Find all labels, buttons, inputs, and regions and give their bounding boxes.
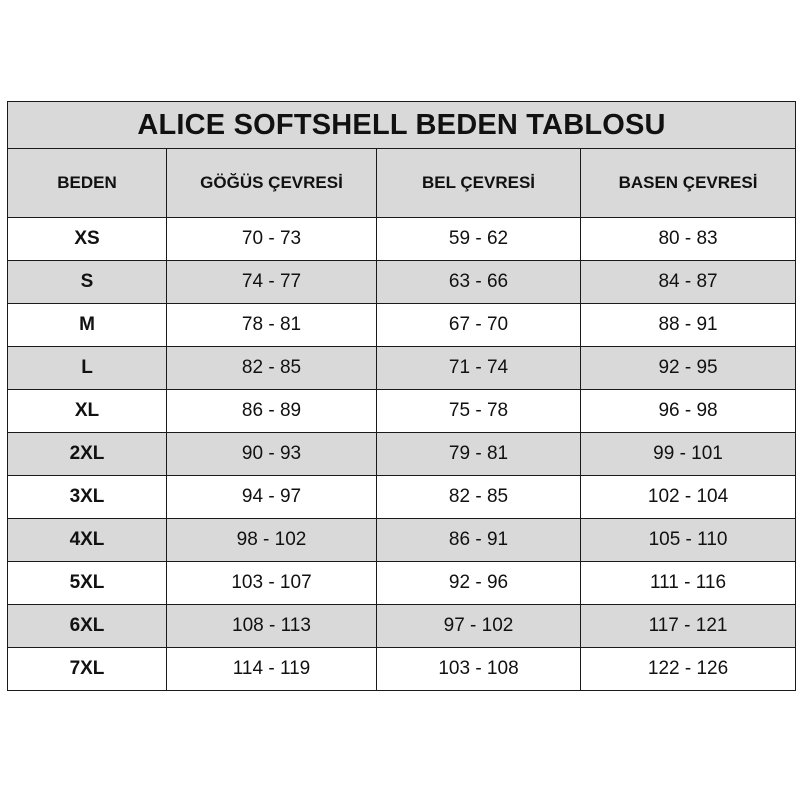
hip-cell: 105 - 110 bbox=[581, 519, 796, 562]
waist-cell: 82 - 85 bbox=[377, 476, 581, 519]
table-row bbox=[8, 562, 796, 605]
waist-cell: 97 - 102 bbox=[377, 605, 581, 648]
size-cell: 3XL bbox=[8, 476, 167, 519]
waist-cell: 92 - 96 bbox=[377, 562, 581, 605]
chart-title: ALICE SOFTSHELL BEDEN TABLOSU bbox=[8, 102, 796, 149]
waist-cell: 59 - 62 bbox=[377, 218, 581, 261]
size-chart-table bbox=[7, 101, 796, 691]
hip-cell: 122 - 126 bbox=[581, 648, 796, 691]
hip-cell: 80 - 83 bbox=[581, 218, 796, 261]
chest-cell: 108 - 113 bbox=[167, 605, 377, 648]
table-row bbox=[8, 390, 796, 433]
size-cell: M bbox=[8, 304, 167, 347]
chest-cell: 114 - 119 bbox=[167, 648, 377, 691]
waist-cell: 63 - 66 bbox=[377, 261, 581, 304]
waist-cell: 67 - 70 bbox=[377, 304, 581, 347]
hip-cell: 84 - 87 bbox=[581, 261, 796, 304]
hip-cell: 88 - 91 bbox=[581, 304, 796, 347]
table-row bbox=[8, 605, 796, 648]
chest-cell: 90 - 93 bbox=[167, 433, 377, 476]
table-row bbox=[8, 433, 796, 476]
size-cell: 6XL bbox=[8, 605, 167, 648]
size-cell: 5XL bbox=[8, 562, 167, 605]
header-row bbox=[8, 149, 796, 218]
header-hip: BASEN ÇEVRESİ bbox=[581, 149, 796, 218]
waist-cell: 71 - 74 bbox=[377, 347, 581, 390]
table-row bbox=[8, 476, 796, 519]
header-chest: GÖĞÜS ÇEVRESİ bbox=[167, 149, 377, 218]
table-body bbox=[8, 218, 796, 691]
table-row bbox=[8, 261, 796, 304]
hip-cell: 99 - 101 bbox=[581, 433, 796, 476]
chest-cell: 94 - 97 bbox=[167, 476, 377, 519]
chest-cell: 70 - 73 bbox=[167, 218, 377, 261]
hip-cell: 111 - 116 bbox=[581, 562, 796, 605]
table-row bbox=[8, 519, 796, 562]
size-cell: L bbox=[8, 347, 167, 390]
chest-cell: 74 - 77 bbox=[167, 261, 377, 304]
hip-cell: 102 - 104 bbox=[581, 476, 796, 519]
waist-cell: 86 - 91 bbox=[377, 519, 581, 562]
table-row bbox=[8, 648, 796, 691]
table-row bbox=[8, 347, 796, 390]
hip-cell: 96 - 98 bbox=[581, 390, 796, 433]
hip-cell: 117 - 121 bbox=[581, 605, 796, 648]
header-waist: BEL ÇEVRESİ bbox=[377, 149, 581, 218]
hip-cell: 92 - 95 bbox=[581, 347, 796, 390]
size-cell: 2XL bbox=[8, 433, 167, 476]
size-cell: XS bbox=[8, 218, 167, 261]
size-cell: XL bbox=[8, 390, 167, 433]
table-row bbox=[8, 218, 796, 261]
size-cell: 4XL bbox=[8, 519, 167, 562]
chest-cell: 86 - 89 bbox=[167, 390, 377, 433]
chest-cell: 78 - 81 bbox=[167, 304, 377, 347]
title-row bbox=[8, 102, 796, 149]
waist-cell: 75 - 78 bbox=[377, 390, 581, 433]
chest-cell: 103 - 107 bbox=[167, 562, 377, 605]
chest-cell: 98 - 102 bbox=[167, 519, 377, 562]
chest-cell: 82 - 85 bbox=[167, 347, 377, 390]
header-size: BEDEN bbox=[8, 149, 167, 218]
table-row bbox=[8, 304, 796, 347]
waist-cell: 103 - 108 bbox=[377, 648, 581, 691]
waist-cell: 79 - 81 bbox=[377, 433, 581, 476]
size-cell: S bbox=[8, 261, 167, 304]
size-cell: 7XL bbox=[8, 648, 167, 691]
